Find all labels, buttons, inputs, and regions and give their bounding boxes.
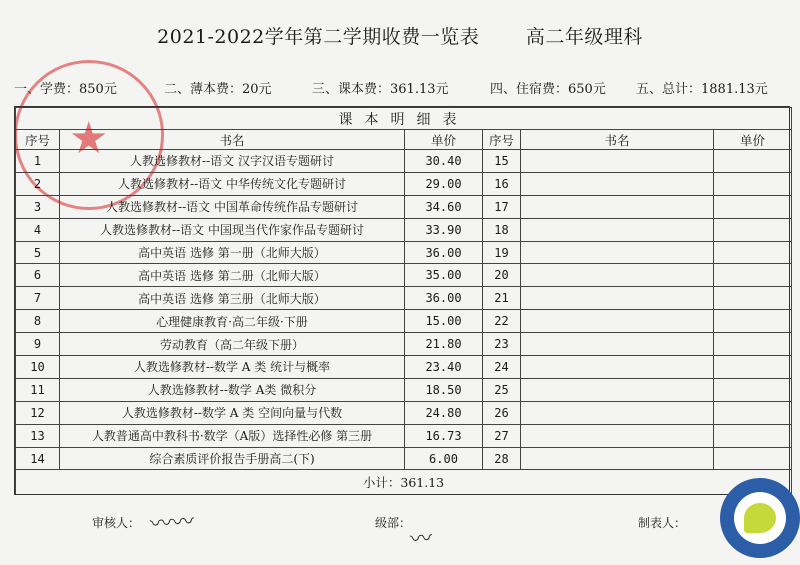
row-seq-right: 20 — [483, 264, 521, 287]
row-seq-right: 28 — [483, 447, 521, 470]
row-price-right — [714, 264, 792, 287]
school-logo — [720, 478, 800, 558]
textbook-table — [14, 106, 790, 495]
row-seq: 1 — [16, 150, 60, 173]
row-seq: 7 — [16, 287, 60, 310]
row-book-name: 心理健康教育·高二年级·下册 — [60, 310, 405, 333]
row-seq: 2 — [16, 172, 60, 195]
table-header-row — [16, 130, 792, 150]
row-seq: 5 — [16, 241, 60, 264]
row-seq: 8 — [16, 310, 60, 333]
row-price: 30.40 — [405, 150, 483, 173]
row-book-name: 人教选修教材--语文 汉字汉语专题研讨 — [60, 150, 405, 173]
row-book-name: 综合素质评价报告手册高二(下) — [60, 447, 405, 470]
row-book-name: 人教选修教材--语文 中华传统文化专题研讨 — [60, 172, 405, 195]
row-book-name: 人教选修教材--数学 A类 微积分 — [60, 378, 405, 401]
maker-label: 制表人： — [638, 516, 687, 530]
title-sub: 高二年级理科 — [525, 26, 643, 48]
table-row — [16, 287, 792, 310]
table-row — [16, 264, 792, 287]
fee-notebook: 二、薄本费：20元 — [164, 82, 272, 97]
table-row — [16, 218, 792, 241]
row-book-name: 人教选修教材--语文 中国现当代作家作品专题研讨 — [60, 218, 405, 241]
row-seq-right: 15 — [483, 150, 521, 173]
row-price: 21.80 — [405, 333, 483, 356]
row-book-name: 劳动教育（高二年级下册） — [60, 333, 405, 356]
row-price: 23.40 — [405, 356, 483, 379]
row-seq: 13 — [16, 424, 60, 447]
row-price: 33.90 — [405, 218, 483, 241]
grade-label: 级部： — [375, 516, 412, 530]
row-seq: 10 — [16, 356, 60, 379]
auditor-signature: 〰〰 — [149, 509, 195, 538]
table-row — [16, 424, 792, 447]
row-book-name-right — [521, 150, 714, 173]
table-row — [16, 401, 792, 424]
row-book-name-right — [521, 401, 714, 424]
row-book-name: 高中英语 选修 第三册（北师大版） — [60, 287, 405, 310]
row-book-name-right — [521, 333, 714, 356]
row-seq-right: 18 — [483, 218, 521, 241]
fee-total: 五、总计：1881.13元 — [636, 82, 768, 97]
table-row — [16, 378, 792, 401]
row-book-name-right — [521, 241, 714, 264]
page-title — [0, 22, 800, 49]
row-price: 16.73 — [405, 424, 483, 447]
total-row — [16, 470, 792, 494]
table-row — [16, 195, 792, 218]
header-seq-right: 序号 — [483, 130, 521, 150]
row-seq: 3 — [16, 195, 60, 218]
row-seq: 4 — [16, 218, 60, 241]
fee-summary — [14, 78, 794, 97]
row-price-right — [714, 195, 792, 218]
row-price: 34.60 — [405, 195, 483, 218]
row-price-right — [714, 424, 792, 447]
title-main: 2021-2022学年第二学期收费一览表 — [157, 26, 480, 48]
row-price-right — [714, 241, 792, 264]
row-book-name-right — [521, 424, 714, 447]
row-book-name-right — [521, 378, 714, 401]
row-book-name: 人教选修教材--数学 A 类 统计与概率 — [60, 356, 405, 379]
table-row — [16, 447, 792, 470]
row-price-right — [714, 356, 792, 379]
header-price-right: 单价 — [714, 130, 792, 150]
subtotal: 小计：361.13 — [16, 470, 792, 494]
row-price: 36.00 — [405, 241, 483, 264]
table-body — [16, 150, 792, 470]
row-seq: 11 — [16, 378, 60, 401]
fee-tuition: 一、学费：850元 — [14, 82, 117, 97]
row-price-right — [714, 333, 792, 356]
auditor-label: 审核人： — [92, 516, 141, 530]
row-book-name-right — [521, 310, 714, 333]
row-book-name-right — [521, 447, 714, 470]
row-book-name: 人教选修教材--语文 中国革命传统作品专题研讨 — [60, 195, 405, 218]
row-book-name-right — [521, 264, 714, 287]
row-price: 6.00 — [405, 447, 483, 470]
row-price: 15.00 — [405, 310, 483, 333]
row-seq: 6 — [16, 264, 60, 287]
row-price: 29.00 — [405, 172, 483, 195]
row-price-right — [714, 218, 792, 241]
row-price-right — [714, 172, 792, 195]
row-seq-right: 23 — [483, 333, 521, 356]
table-row — [16, 310, 792, 333]
row-book-name-right — [521, 218, 714, 241]
table-row — [16, 150, 792, 173]
row-price-right — [714, 401, 792, 424]
row-book-name: 高中英语 选修 第二册（北师大版） — [60, 264, 405, 287]
row-seq: 14 — [16, 447, 60, 470]
row-price-right — [714, 447, 792, 470]
logo-mark-icon — [744, 503, 776, 533]
grade-signature: 〰 — [409, 526, 434, 553]
row-book-name: 高中英语 选修 第一册（北师大版） — [60, 241, 405, 264]
row-seq-right: 17 — [483, 195, 521, 218]
row-seq: 12 — [16, 401, 60, 424]
row-book-name-right — [521, 172, 714, 195]
table-row — [16, 172, 792, 195]
row-price-right — [714, 287, 792, 310]
row-price: 24.80 — [405, 401, 483, 424]
row-price: 35.00 — [405, 264, 483, 287]
row-price: 18.50 — [405, 378, 483, 401]
row-book-name: 人教普通高中教科书·数学（A版）选择性必修 第三册 — [60, 424, 405, 447]
header-price-left: 单价 — [405, 130, 483, 150]
row-book-name-right — [521, 287, 714, 310]
row-price-right — [714, 378, 792, 401]
table-row — [16, 241, 792, 264]
row-price-right — [714, 310, 792, 333]
table-row — [16, 356, 792, 379]
table-row — [16, 333, 792, 356]
row-price-right — [714, 150, 792, 173]
star-icon: ★ — [69, 113, 109, 164]
header-name-right: 书名 — [521, 130, 714, 150]
row-seq-right: 19 — [483, 241, 521, 264]
row-price: 36.00 — [405, 287, 483, 310]
row-book-name-right — [521, 195, 714, 218]
table-caption: 课本明细表 — [16, 108, 792, 130]
fee-dormitory: 四、住宿费：650元 — [490, 82, 606, 97]
row-book-name: 人教选修教材--数学 A 类 空间向量与代数 — [60, 401, 405, 424]
row-seq-right: 24 — [483, 356, 521, 379]
header-seq-left: 序号 — [16, 130, 60, 150]
row-book-name-right — [521, 356, 714, 379]
row-seq-right: 16 — [483, 172, 521, 195]
row-seq: 9 — [16, 333, 60, 356]
table-caption-row — [16, 108, 792, 130]
row-seq-right: 22 — [483, 310, 521, 333]
row-seq-right: 27 — [483, 424, 521, 447]
fee-textbook: 三、课本费：361.13元 — [312, 82, 449, 97]
row-seq-right: 26 — [483, 401, 521, 424]
row-seq-right: 21 — [483, 287, 521, 310]
header-name-left: 书名 — [60, 130, 405, 150]
row-seq-right: 25 — [483, 378, 521, 401]
